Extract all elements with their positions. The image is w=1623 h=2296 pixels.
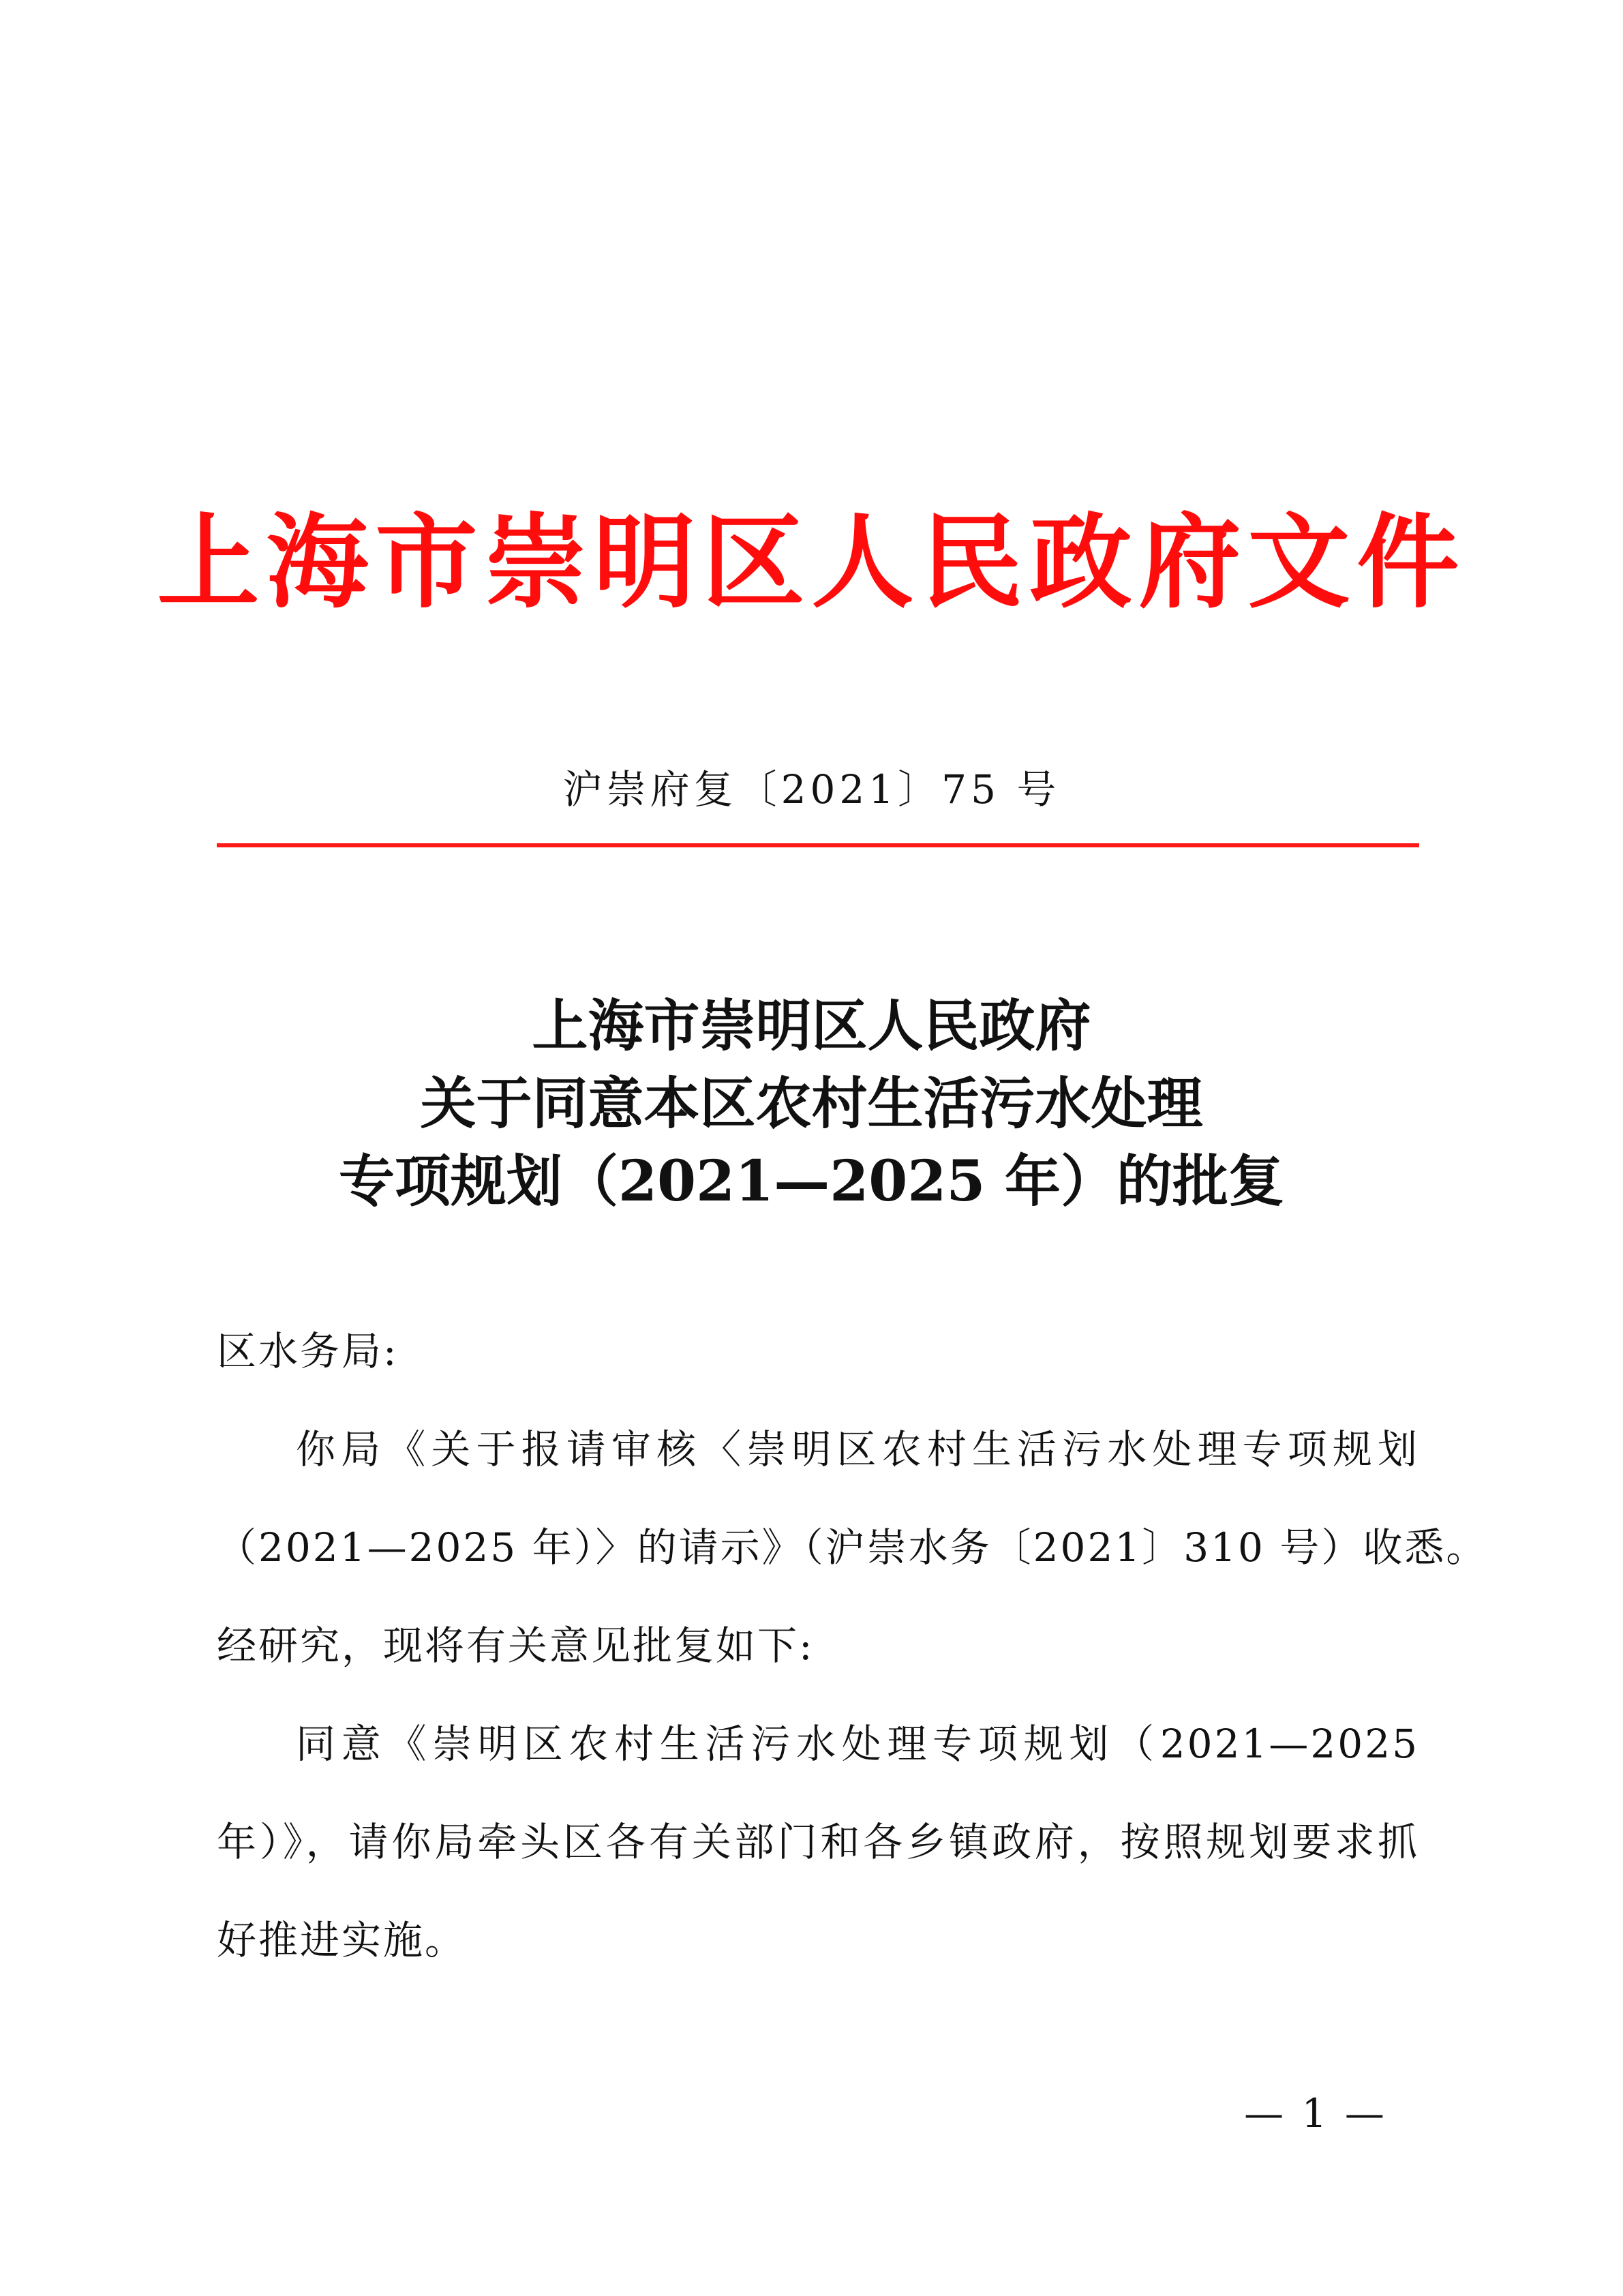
paragraph-1-line-2: （2021—2025 年）〉的请示》（沪崇水务〔2021〕310 号）收悉。	[217, 1524, 1488, 1571]
paragraph-2-line-2: 年）》，请你局牵头区各有关部门和各乡镇政府，按照规划要求抓	[217, 1819, 1419, 1865]
title-line-3: 专项规划（2021—2025 年）的批复	[339, 1149, 1284, 1214]
paragraph-1-line-3: 经研究，现将有关意见批复如下:	[217, 1622, 815, 1669]
document-number: 沪崇府复〔2021〕75 号	[562, 766, 1061, 813]
paragraph-2-line-3: 好推进实施。	[217, 1917, 467, 1963]
document-title	[0, 987, 1623, 1220]
title-line-2: 关于同意本区农村生活污水处理	[420, 1071, 1203, 1136]
page-number: — 1 —	[1244, 2090, 1387, 2136]
addressee: 区水务局:	[217, 1328, 399, 1374]
title-line-1: 上海市崇明区人民政府	[532, 993, 1091, 1059]
red-separator-line	[217, 843, 1419, 847]
paragraph-1-line-1: 你局《关于报请审核〈崇明区农村生活污水处理专项规划	[296, 1426, 1419, 1472]
issuer-header-title: 上海市崇明区人民政府文件	[157, 502, 1466, 622]
paragraph-2-line-1: 同意《崇明区农村生活污水处理专项规划（2021—2025	[296, 1721, 1419, 1767]
